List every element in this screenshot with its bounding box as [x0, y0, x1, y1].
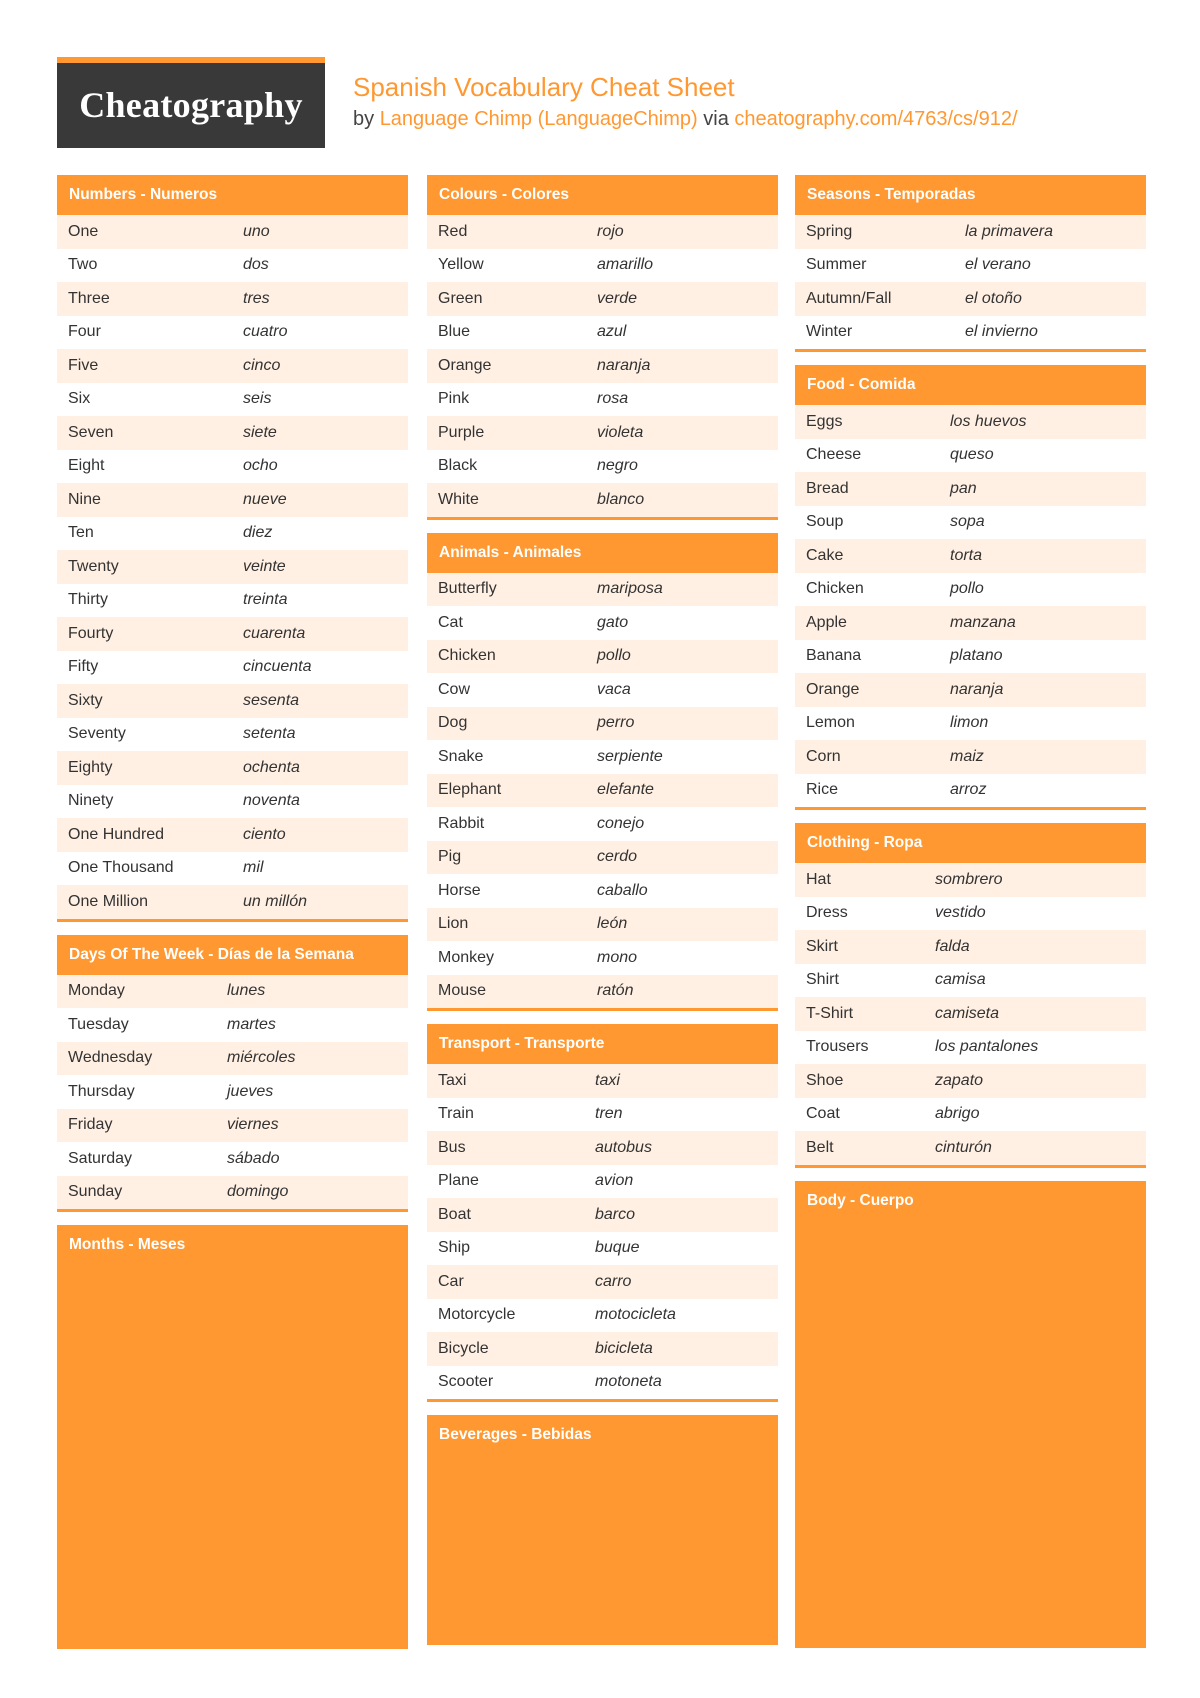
vocab-row: [795, 640, 1146, 674]
vocab-row: [427, 1064, 778, 1098]
vocab-row: [57, 885, 408, 919]
english-word: Four: [68, 323, 101, 341]
english-word: Twenty: [68, 557, 119, 575]
english-word: Bicycle: [438, 1339, 489, 1357]
spanish-word: verde: [597, 289, 638, 307]
spanish-word: maiz: [950, 747, 984, 765]
spanish-word: noventa: [243, 792, 300, 810]
vocab-row: [427, 316, 778, 350]
english-word: Butterfly: [438, 580, 497, 598]
english-word: Green: [438, 289, 483, 307]
byline-via: via: [703, 108, 729, 130]
section-body-cuerpo: [795, 1181, 1146, 1648]
vocab-row: [427, 740, 778, 774]
vocab-row: [57, 684, 408, 718]
vocab-row: [57, 1075, 408, 1109]
section-animals: [427, 533, 778, 1012]
spanish-word: naranja: [950, 680, 1004, 698]
spanish-word: serpiente: [597, 747, 663, 765]
spanish-word: pollo: [950, 580, 984, 598]
english-word: Winter: [806, 323, 853, 341]
english-word: One Thousand: [68, 859, 174, 877]
spanish-word: ocho: [243, 457, 278, 475]
vocab-row: [57, 483, 408, 517]
spanish-word: dos: [243, 256, 269, 274]
vocab-row: [57, 617, 408, 651]
section-body: [427, 1064, 778, 1402]
spanish-word: seis: [243, 390, 272, 408]
vocab-row: [427, 1265, 778, 1299]
english-word: Plane: [438, 1172, 479, 1190]
vocab-row: [427, 1299, 778, 1333]
vocab-row: [427, 349, 778, 383]
vocab-row: [795, 740, 1146, 774]
english-word: Cow: [438, 680, 471, 698]
spanish-word: tres: [243, 289, 270, 307]
english-word: Bus: [438, 1138, 466, 1156]
spanish-word: motocicleta: [595, 1306, 676, 1324]
spanish-word: abrigo: [935, 1105, 980, 1123]
spanish-word: ratón: [597, 982, 634, 1000]
section-title: Clothing - Ropa: [795, 823, 1146, 863]
spanish-word: vestido: [935, 904, 986, 922]
english-word: Horse: [438, 881, 481, 899]
section-title: Days Of The Week - Días de la Semana: [57, 935, 408, 975]
vocab-row: [427, 282, 778, 316]
english-word: Tuesday: [68, 1015, 129, 1033]
english-word: One Hundred: [68, 825, 165, 843]
spanish-word: veinte: [243, 557, 286, 575]
english-word: Banana: [806, 647, 862, 665]
spanish-word: rojo: [597, 222, 624, 240]
spanish-word: mil: [243, 859, 264, 877]
spanish-word: cuatro: [243, 323, 288, 341]
vocab-row: [427, 1232, 778, 1266]
spanish-word: perro: [597, 714, 635, 732]
english-word: Coat: [806, 1105, 840, 1123]
spanish-word: los huevos: [950, 412, 1027, 430]
vocab-row: [427, 874, 778, 908]
spanish-word: falda: [935, 937, 970, 955]
byline-by: by: [353, 108, 375, 130]
english-word: Friday: [68, 1116, 113, 1134]
english-word: Summer: [806, 256, 867, 274]
spanish-word: platano: [950, 647, 1003, 665]
vocab-row: [57, 1142, 408, 1176]
english-word: Black: [438, 457, 478, 475]
spanish-word: lunes: [227, 982, 266, 1000]
section-body: [57, 975, 408, 1213]
vocab-row: [57, 282, 408, 316]
vocab-row: [795, 1098, 1146, 1132]
vocab-row: [57, 349, 408, 383]
english-word: Fifty: [68, 658, 99, 676]
spanish-word: buque: [595, 1239, 640, 1257]
spanish-word: zapato: [935, 1071, 984, 1089]
vocab-row: [427, 841, 778, 875]
vocab-row: [795, 863, 1146, 897]
english-word: Rabbit: [438, 814, 485, 832]
column-3: [795, 175, 1146, 1661]
vocab-row: [57, 1008, 408, 1042]
vocab-row: [57, 584, 408, 618]
english-word: Bread: [806, 479, 849, 497]
english-word: Dress: [806, 904, 848, 922]
english-word: Lemon: [806, 714, 855, 732]
english-word: Orange: [438, 356, 492, 374]
english-word: Fourty: [68, 624, 114, 642]
english-word: Trousers: [806, 1038, 869, 1056]
spanish-word: avion: [595, 1172, 634, 1190]
spanish-word: león: [597, 915, 628, 933]
source-url-link[interactable]: cheatography.com/4763/cs/912/: [734, 108, 1018, 130]
section-transport: [427, 1024, 778, 1402]
english-word: Shirt: [806, 971, 839, 989]
vocab-row: [427, 975, 778, 1009]
spanish-word: camisa: [935, 971, 986, 989]
spanish-word: setenta: [243, 725, 296, 743]
english-word: Belt: [806, 1138, 834, 1156]
vocab-row: [57, 550, 408, 584]
vocab-row: [795, 405, 1146, 439]
vocab-row: [427, 1198, 778, 1232]
english-word: Cat: [438, 613, 463, 631]
vocab-row: [795, 1131, 1146, 1165]
spanish-word: uno: [243, 222, 270, 240]
vocab-row: [795, 897, 1146, 931]
english-word: Elephant: [438, 781, 502, 799]
spanish-word: jueves: [227, 1082, 274, 1100]
english-word: Saturday: [68, 1149, 133, 1167]
vocab-row: [427, 450, 778, 484]
spanish-word: el invierno: [965, 323, 1038, 341]
vocab-row: [427, 1332, 778, 1366]
english-word: Mouse: [438, 982, 487, 1000]
vocab-row: [795, 997, 1146, 1031]
english-word: Ship: [438, 1239, 471, 1257]
vocab-row: [795, 539, 1146, 573]
spanish-word: autobus: [595, 1138, 652, 1156]
english-word: Pig: [438, 848, 462, 866]
spanish-word: naranja: [597, 356, 651, 374]
english-word: Eighty: [68, 758, 113, 776]
english-word: One: [68, 222, 99, 240]
section-days: [57, 935, 408, 1213]
vocab-row: [427, 249, 778, 283]
section-title: Colours - Colores: [427, 175, 778, 215]
vocab-row: [427, 606, 778, 640]
spanish-word: camiseta: [935, 1004, 1000, 1022]
english-word: Cake: [806, 546, 844, 564]
vocab-row: [427, 1165, 778, 1199]
vocab-row: [427, 1131, 778, 1165]
spanish-word: carro: [595, 1272, 632, 1290]
english-word: Monday: [68, 982, 125, 1000]
english-word: Ninety: [68, 792, 114, 810]
spanish-word: pollo: [597, 647, 631, 665]
vocab-row: [427, 807, 778, 841]
vocab-row: [427, 573, 778, 607]
vocab-row: [427, 483, 778, 517]
vocab-row: [795, 707, 1146, 741]
vocab-row: [427, 908, 778, 942]
section-title: Food - Comida: [795, 365, 1146, 405]
vocab-row: [57, 785, 408, 819]
english-word: Soup: [806, 513, 844, 531]
spanish-word: los pantalones: [935, 1038, 1039, 1056]
spanish-word: siete: [243, 423, 277, 441]
vocab-row: [427, 941, 778, 975]
vocab-row: [795, 774, 1146, 808]
english-word: Orange: [806, 680, 860, 698]
logo-text: Cheatography: [79, 84, 303, 125]
english-word: Corn: [806, 747, 841, 765]
spanish-word: barco: [595, 1205, 636, 1223]
english-word: Car: [438, 1272, 464, 1290]
spanish-word: elefante: [597, 781, 654, 799]
vocab-row: [57, 450, 408, 484]
section-title: Animals - Animales: [427, 533, 778, 573]
english-word: Eight: [68, 457, 105, 475]
english-word: Monkey: [438, 948, 495, 966]
english-word: Chicken: [438, 647, 496, 665]
spanish-word: bicicleta: [595, 1339, 653, 1357]
vocab-row: [57, 1109, 408, 1143]
english-word: Autumn/Fall: [806, 289, 892, 307]
spanish-word: ciento: [243, 825, 286, 843]
vocab-row: [57, 1176, 408, 1210]
section-food: [795, 365, 1146, 810]
english-word: Train: [438, 1105, 474, 1123]
english-word: Purple: [438, 423, 485, 441]
vocab-row: [57, 852, 408, 886]
english-word: One Million: [68, 892, 149, 910]
section-title: Seasons - Temporadas: [795, 175, 1146, 215]
spanish-word: un millón: [243, 892, 308, 910]
spanish-word: viernes: [227, 1116, 279, 1134]
english-word: Apple: [806, 613, 847, 631]
vocab-row: [57, 751, 408, 785]
spanish-word: martes: [227, 1015, 276, 1033]
section-title: Numbers - Numeros: [57, 175, 408, 215]
english-word: Thirty: [68, 591, 108, 609]
section-beverages: [427, 1415, 778, 1645]
english-word: Taxi: [438, 1071, 467, 1089]
spanish-word: conejo: [597, 814, 645, 832]
spanish-word: mariposa: [597, 580, 663, 598]
section-title: Months - Meses: [69, 1236, 186, 1253]
spanish-word: manzana: [950, 613, 1016, 631]
vocab-row: [57, 249, 408, 283]
english-word: Skirt: [806, 937, 838, 955]
vocab-row: [795, 282, 1146, 316]
english-word: Hat: [806, 870, 831, 888]
spanish-word: cincuenta: [243, 658, 312, 676]
english-word: T-Shirt: [806, 1004, 854, 1022]
english-word: Eggs: [806, 412, 843, 430]
english-word: Red: [438, 222, 468, 240]
column-2: [427, 175, 778, 1658]
spanish-word: sombrero: [935, 870, 1003, 888]
vocab-row: [57, 316, 408, 350]
spanish-word: rosa: [597, 390, 629, 408]
vocab-row: [795, 472, 1146, 506]
english-word: Chicken: [806, 580, 864, 598]
page-title: Spanish Vocabulary Cheat Sheet: [353, 72, 735, 102]
english-word: Nine: [68, 490, 101, 508]
author-link[interactable]: Language Chimp (LanguageChimp): [379, 108, 698, 130]
spanish-word: nueve: [243, 490, 287, 508]
spanish-word: la primavera: [965, 222, 1054, 240]
spanish-word: amarillo: [597, 256, 654, 274]
section-title: Body - Cuerpo: [807, 1191, 914, 1209]
english-word: Rice: [806, 781, 839, 799]
spanish-word: vaca: [597, 680, 631, 698]
english-word: Seven: [68, 423, 114, 441]
english-word: Seventy: [68, 725, 126, 743]
spanish-word: sesenta: [243, 691, 300, 709]
vocab-row: [57, 215, 408, 249]
spanish-word: azul: [597, 323, 627, 341]
english-word: Boat: [438, 1205, 471, 1223]
vocab-row: [427, 416, 778, 450]
english-word: Sixty: [68, 691, 103, 709]
english-word: Snake: [438, 747, 484, 765]
column-1: [57, 175, 408, 1662]
spanish-word: limon: [950, 714, 989, 732]
spanish-word: mono: [597, 948, 638, 966]
spanish-word: caballo: [597, 881, 648, 899]
section-body: [795, 405, 1146, 810]
vocab-row: [795, 439, 1146, 473]
english-word: Motorcycle: [438, 1306, 516, 1324]
english-word: Shoe: [806, 1071, 844, 1089]
section-months: [57, 1225, 408, 1649]
english-word: Blue: [438, 323, 471, 341]
section-title: Transport - Transporte: [427, 1024, 778, 1064]
section-numbers: [57, 175, 408, 922]
spanish-word: arroz: [950, 781, 987, 799]
english-word: Sunday: [68, 1183, 123, 1201]
section-body: [427, 573, 778, 1012]
vocab-row: [427, 707, 778, 741]
english-word: Dog: [438, 714, 468, 732]
spanish-word: taxi: [595, 1071, 620, 1089]
vocab-row: [795, 673, 1146, 707]
spanish-word: cinco: [243, 356, 281, 374]
english-word: Thursday: [68, 1082, 135, 1100]
english-word: Yellow: [438, 256, 484, 274]
section-seasons: [795, 175, 1146, 352]
english-word: Cheese: [806, 446, 862, 464]
vocab-row: [795, 606, 1146, 640]
english-word: Six: [68, 390, 91, 408]
vocab-row: [57, 383, 408, 417]
vocab-row: [795, 215, 1146, 249]
spanish-word: treinta: [243, 591, 288, 609]
english-word: Three: [68, 289, 110, 307]
vocab-row: [795, 573, 1146, 607]
vocab-row: [57, 517, 408, 551]
spanish-word: cerdo: [597, 848, 638, 866]
spanish-word: tren: [595, 1105, 623, 1123]
spanish-word: sábado: [227, 1149, 280, 1167]
section-clothing: [795, 823, 1146, 1168]
vocab-row: [795, 316, 1146, 350]
english-word: Spring: [806, 222, 853, 240]
vocab-row: [57, 651, 408, 685]
english-word: Ten: [68, 524, 94, 542]
spanish-word: diez: [243, 524, 273, 542]
spanish-word: el verano: [965, 256, 1031, 274]
english-word: Pink: [438, 390, 470, 408]
section-body: [427, 215, 778, 520]
vocab-row: [427, 774, 778, 808]
vocab-row: [427, 1366, 778, 1400]
vocab-row: [795, 1064, 1146, 1098]
spanish-word: cuarenta: [243, 624, 306, 642]
vocab-row: [57, 718, 408, 752]
section-body: [795, 863, 1146, 1168]
spanish-word: miércoles: [227, 1049, 296, 1067]
vocab-row: [427, 640, 778, 674]
english-word: Wednesday: [68, 1049, 153, 1067]
byline: [353, 108, 1018, 131]
spanish-word: negro: [597, 457, 638, 475]
vocab-row: [57, 1042, 408, 1076]
section-body: [795, 215, 1146, 352]
section-colours: [427, 175, 778, 520]
english-word: Scooter: [438, 1373, 494, 1391]
vocab-row: [57, 416, 408, 450]
vocab-row: [427, 215, 778, 249]
vocab-row: [795, 930, 1146, 964]
spanish-word: pan: [950, 479, 977, 497]
spanish-word: violeta: [597, 423, 644, 441]
vocab-row: [427, 383, 778, 417]
english-word: Two: [68, 256, 98, 274]
vocab-row: [795, 249, 1146, 283]
english-word: Lion: [438, 915, 469, 933]
vocab-row: [795, 1031, 1146, 1065]
spanish-word: queso: [950, 446, 994, 464]
vocab-row: [427, 1098, 778, 1132]
spanish-word: gato: [597, 613, 629, 631]
spanish-word: cinturón: [935, 1138, 992, 1156]
vocab-row: [795, 964, 1146, 998]
spanish-word: domingo: [227, 1183, 289, 1201]
vocab-row: [795, 506, 1146, 540]
section-title: Beverages - Bebidas: [439, 1426, 592, 1443]
vocab-row: [57, 818, 408, 852]
english-word: Five: [68, 356, 99, 374]
spanish-word: ochenta: [243, 758, 300, 776]
vocab-row: [57, 975, 408, 1009]
spanish-word: sopa: [950, 513, 985, 531]
spanish-word: motoneta: [595, 1373, 662, 1391]
spanish-word: el otoño: [965, 289, 1022, 307]
spanish-word: torta: [950, 546, 983, 564]
vocab-row: [427, 673, 778, 707]
logo[interactable]: [57, 57, 325, 148]
spanish-word: blanco: [597, 490, 645, 508]
english-word: White: [438, 490, 479, 508]
section-body: [57, 215, 408, 922]
